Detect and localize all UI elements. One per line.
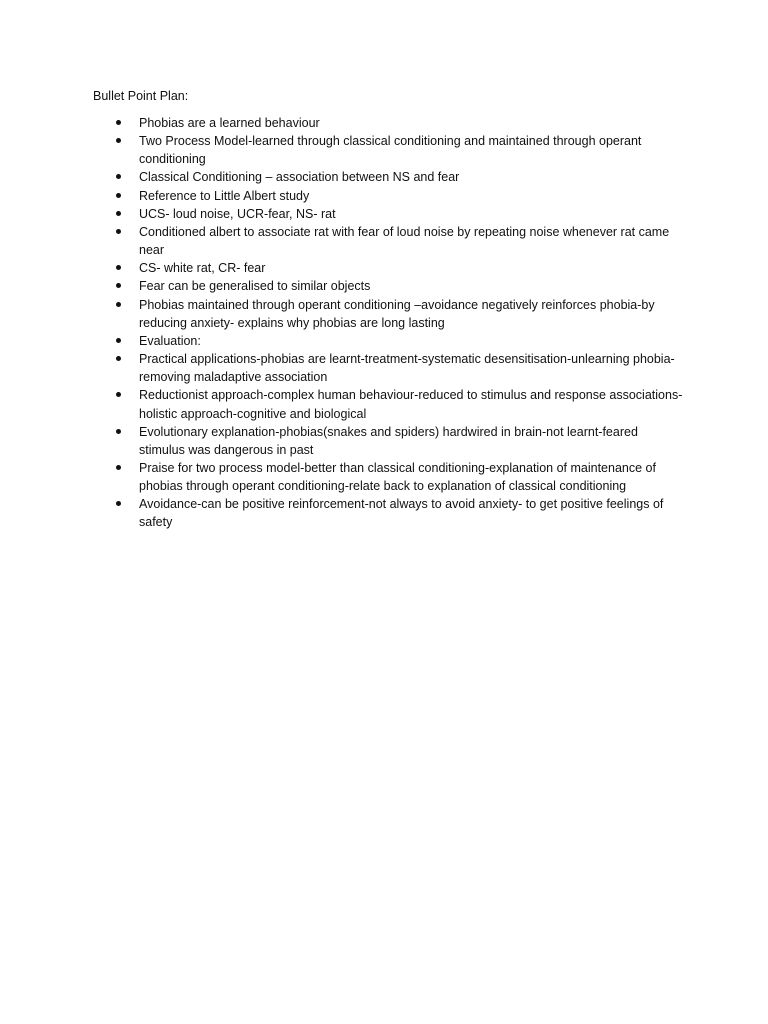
- bullet-text: Reductionist approach-complex human behaviour-reduced to stimulus and response associations-holistic approach-cognitive and biological: [139, 388, 683, 421]
- bullet-text: CS- white rat, CR- fear: [139, 261, 266, 276]
- bullet-text: Evaluation:: [139, 333, 201, 348]
- bullet-dot-icon: [116, 501, 121, 506]
- bullet-item: [93, 223, 683, 259]
- bullet-dot-icon: [116, 174, 121, 179]
- bullet-item: [93, 495, 683, 531]
- bullet-item: [93, 386, 683, 422]
- bullet-text: Reference to Little Albert study: [139, 188, 310, 203]
- bullet-text: Praise for two process model-better than classical conditioning-explanation of maintenance of phobias through operant conditioning-relate back to explanation of classical conditioning: [139, 460, 656, 494]
- bullet-text: Avoidance-can be positive reinforcement-not always to avoid anxiety- to get positive feelings of safety: [139, 497, 664, 530]
- bullet-item: [93, 168, 683, 186]
- bullet-item: [93, 132, 683, 168]
- bullet-dot-icon: [116, 338, 121, 343]
- bullet-item: [93, 350, 683, 386]
- bullet-dot-icon: [116, 211, 121, 216]
- bullet-item: [93, 187, 683, 205]
- bullet-text: UCS- loud noise, UCR-fear, NS- rat: [139, 206, 336, 221]
- bullet-item: [93, 259, 683, 277]
- document-heading: Bullet Point Plan:: [93, 89, 189, 103]
- bullet-dot-icon: [116, 302, 121, 307]
- bullet-dot-icon: [116, 265, 121, 270]
- bullet-item: [93, 277, 683, 295]
- bullet-dot-icon: [116, 356, 121, 361]
- bullet-item: [93, 205, 683, 223]
- bullet-text: Two Process Model-learned through classical conditioning and maintained through operant conditioning: [139, 134, 642, 167]
- bullet-text: Classical Conditioning – association between NS and fear: [139, 170, 460, 185]
- bullet-dot-icon: [116, 120, 121, 125]
- bullet-text: Practical applications-phobias are learnt-treatment-systematic desensitisation-unlearning phobia-removing maladaptive association: [139, 352, 675, 385]
- bullet-dot-icon: [116, 229, 121, 234]
- bullet-dot-icon: [116, 392, 121, 397]
- bullet-text: Evolutionary explanation-phobias(snakes and spiders) hardwired in brain-not learnt-feared stimulus was dangerous in past: [139, 424, 638, 457]
- bullet-text: Phobias maintained through operant conditioning –avoidance negatively reinforces phobia-by reducing anxiety- explains why phobias are long lasting: [139, 297, 655, 330]
- bullet-dot-icon: [116, 465, 121, 470]
- bullet-item: [93, 459, 683, 495]
- bullet-item: [93, 114, 683, 132]
- bullet-text: Fear can be generalised to similar objects: [139, 279, 371, 294]
- bullet-text: Phobias are a learned behaviour: [139, 116, 320, 130]
- bullet-dot-icon: [116, 193, 121, 198]
- bullet-dot-icon: [116, 429, 121, 434]
- bullet-dot-icon: [116, 138, 121, 143]
- bullet-item: [93, 296, 683, 332]
- bullet-dot-icon: [116, 283, 121, 288]
- bullet-item: [93, 423, 683, 459]
- bullet-item: [93, 332, 683, 350]
- bullet-list: [93, 114, 683, 532]
- bullet-text: Conditioned albert to associate rat with fear of loud noise by repeating noise whenever rat came near: [139, 224, 670, 258]
